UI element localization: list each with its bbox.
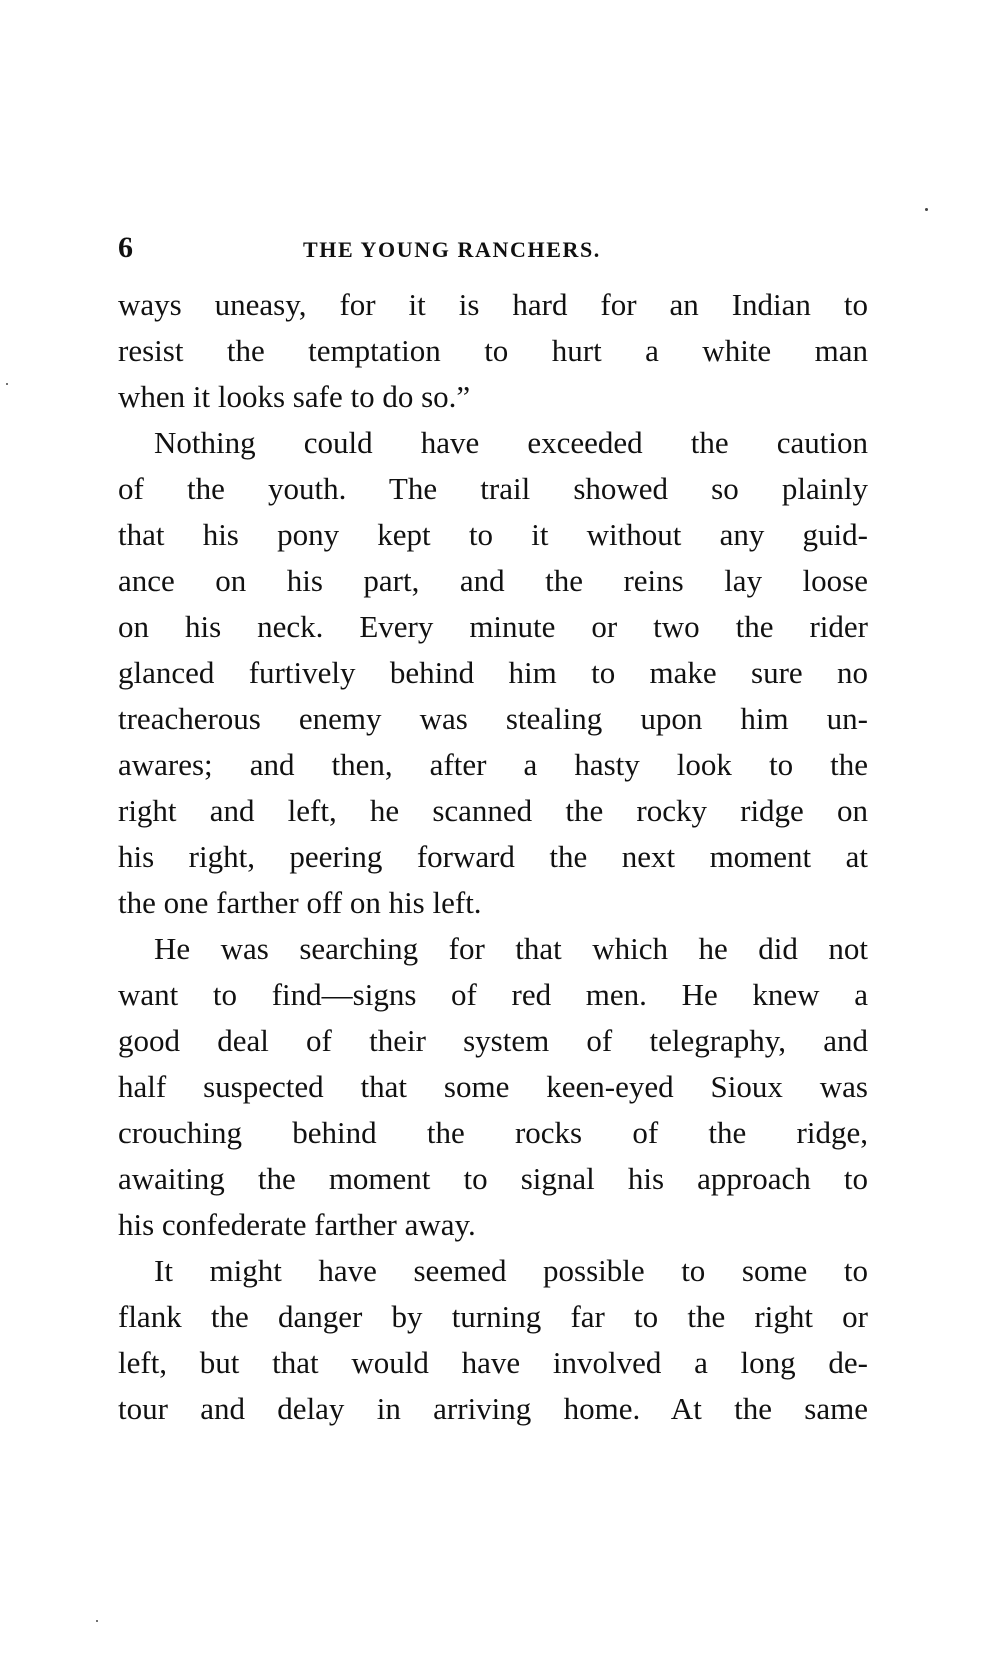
text-line: left, but that would have involved a long de- [118, 1345, 868, 1380]
text-line: Nothing could have exceeded the caution [154, 425, 868, 460]
text-line: It might have seemed possible to some to [154, 1253, 868, 1288]
running-title: THE YOUNG RANCHERS. [303, 237, 601, 262]
text-line: awaiting the moment to signal his approach to [118, 1161, 868, 1196]
text-line: when it looks safe to do so.” [118, 379, 471, 414]
text-line: flank the danger by turning far to the right or [118, 1299, 868, 1334]
text-line: half suspected that some keen-eyed Sioux was [118, 1069, 868, 1104]
text-line: the one farther off on his left. [118, 885, 482, 920]
scan-speck [6, 383, 8, 385]
text-line: resist the temptation to hurt a white man [118, 333, 868, 368]
text-line: right and left, he scanned the rocky ridge on [118, 793, 868, 828]
text-line: his confederate farther away. [118, 1207, 476, 1242]
text-line: glanced furtively behind him to make sure no [118, 655, 868, 690]
text-line: on his neck. Every minute or two the rider [118, 609, 868, 644]
text-line: ways uneasy, for it is hard for an Indian to [118, 287, 868, 322]
page-number: 6 [118, 231, 133, 264]
text-line: that his pony kept to it without any guid- [118, 517, 868, 552]
text-line: ance on his part, and the reins lay loose [118, 563, 868, 598]
text-line: He was searching for that which he did not [154, 931, 868, 966]
text-line: good deal of their system of telegraphy, and [118, 1023, 868, 1058]
scan-speck [96, 1620, 98, 1622]
text-line: his right, peering forward the next moment at [118, 839, 868, 874]
text-line: want to find—signs of red men. He knew a [118, 977, 868, 1012]
text-line: treacherous enemy was stealing upon him un- [118, 701, 868, 736]
running-head [118, 228, 868, 268]
scan-speck [925, 208, 928, 211]
body-text [118, 282, 868, 1432]
text-line: awares; and then, after a hasty look to the [118, 747, 868, 782]
text-line: of the youth. The trail showed so plainly [118, 471, 868, 506]
text-line: crouching behind the rocks of the ridge, [118, 1115, 868, 1150]
text-line: tour and delay in arriving home. At the same [118, 1391, 868, 1426]
